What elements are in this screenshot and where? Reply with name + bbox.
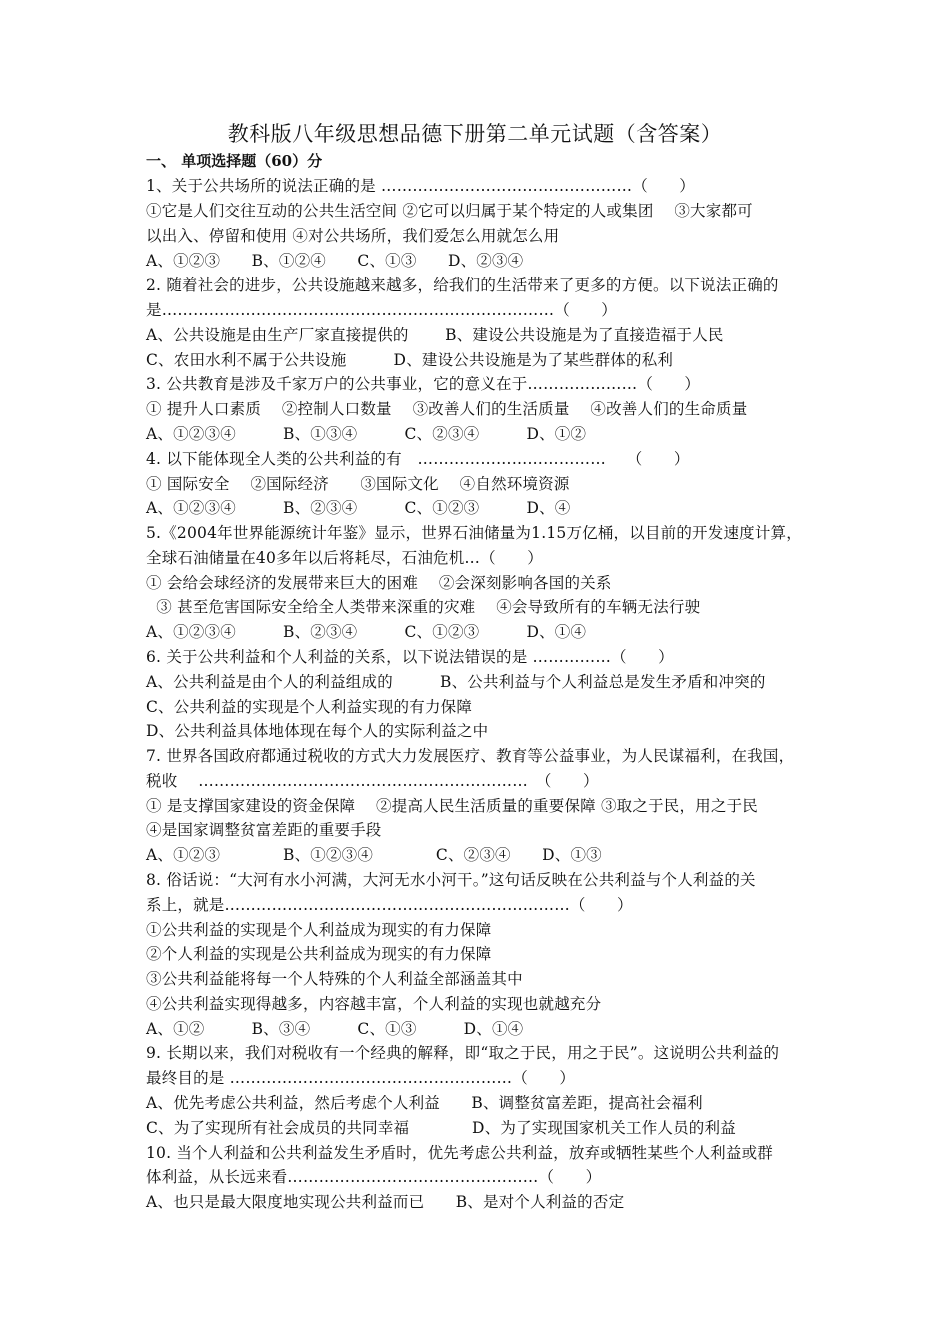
- text-line: A、①② B、③④ C、①③ D、①④: [146, 1020, 524, 1038]
- text-line: 以出入、停留和使用 ④对公共场所，我们爱怎么用就怎么用: [146, 227, 560, 245]
- text-line: A、优先考虑公共利益，然后考虑个人利益 B、调整贫富差距，提高社会福利: [146, 1094, 703, 1112]
- text-line: ① 国际安全 ②国际经济 ③国际文化 ④自然环境资源: [146, 475, 570, 493]
- text-line: ④公共利益实现得越多，内容越丰富，个人利益的实现也就越充分: [146, 995, 602, 1013]
- text-line: A、①②③④ B、①③④ C、②③④ D、①②: [146, 425, 587, 443]
- text-line: 最终目的是 ………………………………………………（ ）: [146, 1069, 576, 1087]
- text-line: D、公共利益具体地体现在每个人的实际利益之中: [146, 722, 489, 740]
- text-line: 9. 长期以来，我们对税收有一个经典的解释，即“取之于民，用之于民”。这说明公共利益的: [146, 1044, 780, 1062]
- text-line: ④是国家调整贫富差距的重要手段: [146, 821, 382, 839]
- text-line: 8. 俗话说：“大河有水小河满，大河无水小河干。”这句话反映在公共利益与个人利益的关: [146, 871, 756, 889]
- text-line: A、公共利益是由个人的利益组成的 B、公共利益与个人利益总是发生矛盾和冲突的: [146, 673, 766, 691]
- text-line: ① 提升人口素质 ②控制人口数量 ③改善人们的生活质量 ④改善人们的生命质量: [146, 400, 748, 418]
- text-line: 税收 ……………………………………………………… （ ）: [146, 772, 599, 790]
- text-line: ①它是人们交往互动的公共生活空间 ②它可以归属于某个特定的人或集团 ③大家都可: [146, 202, 753, 220]
- text-line: 系上，就是…………………………………………………………（ ）: [146, 896, 633, 914]
- text-line: 全球石油储量在40多年以后将耗尽，石油危机…（ ）: [146, 549, 543, 567]
- text-line: 1、关于公共场所的说法正确的是 …………………………………………（ ）: [146, 177, 695, 195]
- document-title: 教科版八年级思想品德下册第二单元试题（含答案）: [227, 122, 723, 146]
- text-line: C、农田水利不属于公共设施 D、建设公共设施是为了某些群体的私利: [146, 351, 674, 369]
- text-line: 4. 以下能体现全人类的公共利益的有 ……………………………… （ ）: [146, 450, 690, 468]
- text-line: ③ 甚至危害国际安全给全人类带来深重的灾难 ④会导致所有的车辆无法行驶: [146, 598, 701, 616]
- text-line: ①公共利益的实现是个人利益成为现实的有力保障: [146, 921, 492, 939]
- text-line: C、公共利益的实现是个人利益实现的有力保障: [146, 698, 473, 716]
- text-line: 5.《2004年世界能源统计年鉴》显示，世界石油储量为1.15万亿桶，以目前的开发速度计算，: [146, 524, 802, 542]
- text-line: 7. 世界各国政府都通过税收的方式大力发展医疗、教育等公益事业，为人民谋福利，在我国，: [146, 747, 795, 765]
- text-line: A、也只是最大限度地实现公共利益而已 B、是对个人利益的否定: [146, 1193, 625, 1211]
- text-line: ① 是支撑国家建设的资金保障 ②提高人民生活质量的重要保障 ③取之于民，用之于民: [146, 797, 758, 815]
- text-line: 体利益，从长远来看…………………………………………（ ）: [146, 1168, 602, 1186]
- text-line: 是…………………………………………………………………（ ）: [146, 301, 618, 319]
- text-line: A、①②③④ B、②③④ C、①②③ D、④: [146, 499, 571, 517]
- text-line: 10. 当个人利益和公共利益发生矛盾时，优先考虑公共利益，放弃或牺牲某些个人利益或群: [146, 1144, 773, 1162]
- text-line: A、公共设施是由生产厂家直接提供的 B、建设公共设施是为了直接造福于人民: [146, 326, 724, 344]
- text-line: ②个人利益的实现是公共利益成为现实的有力保障: [146, 945, 492, 963]
- section-heading: 一、 单项选择题（60）分: [146, 152, 323, 170]
- text-line: 3. 公共教育是涉及千家万户的公共事业，它的意义在于…………………（ ）: [146, 375, 701, 393]
- text-line: C、为了实现所有社会成员的共同幸福 D、为了实现国家机关工作人员的利益: [146, 1119, 736, 1137]
- text-line: A、①②③ B、①②④ C、①③ D、②③④: [146, 252, 524, 270]
- text-line: ① 会给会球经济的发展带来巨大的困难 ②会深刻影响各国的关系: [146, 574, 612, 592]
- text-line: 6. 关于公共利益和个人利益的关系，以下说法错误的是 ……………（ ）: [146, 648, 674, 666]
- text-line: ③公共利益能将每一个人特殊的个人利益全部涵盖其中: [146, 970, 523, 988]
- text-line: 2. 随着社会的进步，公共设施越来越多，给我们的生活带来了更多的方便。以下说法正确的: [146, 276, 779, 294]
- text-line: A、①②③④ B、②③④ C、①②③ D、①④: [146, 623, 587, 641]
- text-line: A、①②③ B、①②③④ C、②③④ D、①③: [146, 846, 602, 864]
